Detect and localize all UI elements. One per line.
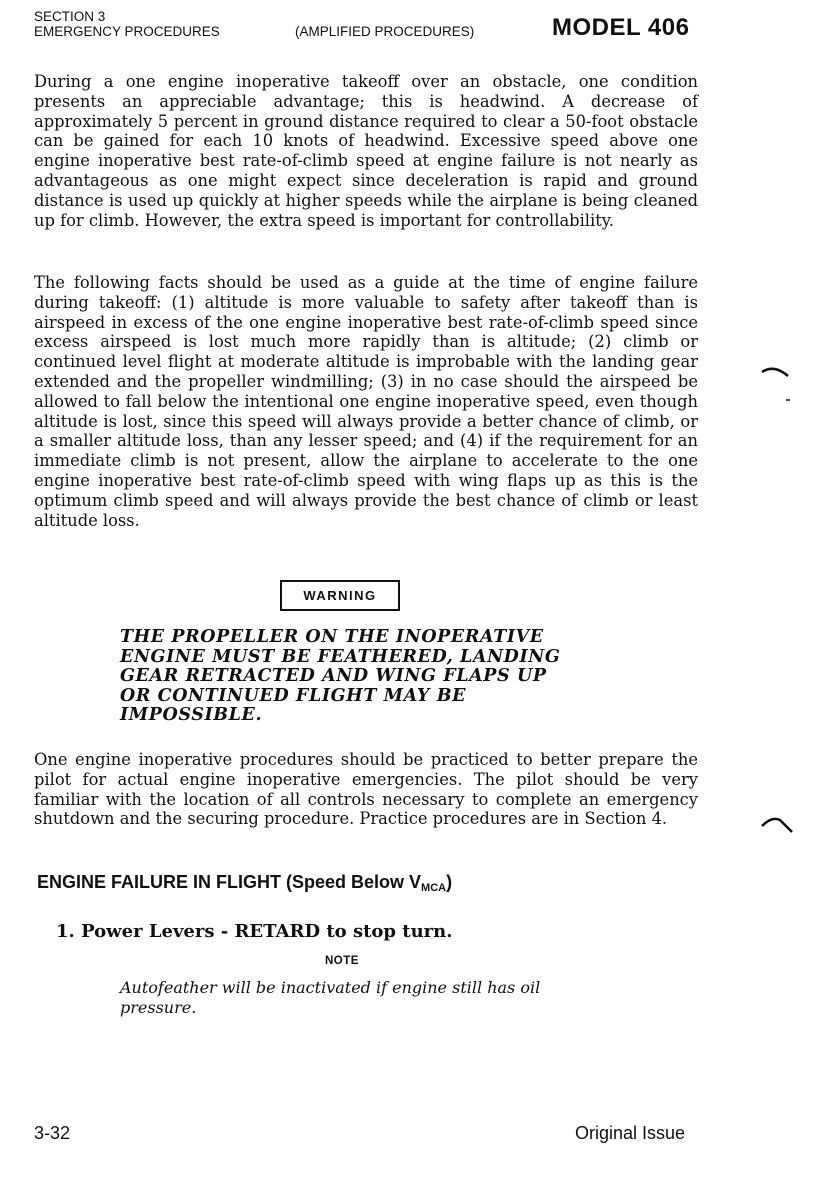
note-text: Autofeather will be inactivated if engine still has oil pressure. <box>120 978 541 1017</box>
margin-mark-icon <box>760 812 796 834</box>
warning-label: WARNING <box>303 588 377 603</box>
heading-subscript: MCA <box>421 882 447 894</box>
warning-box <box>280 580 400 611</box>
paragraph-takeoff-facts: The following facts should be used as a guide at the time of engine failure during takeoff: (1) altitude is more valuable to safety after takeoff than is airspeed in excess of the one engine inoperative best rate-of-climb speed since excess airspeed is lost much more rapidly than is altitude; (2) climb or continued level flight at moderate altitude is improbable with the landing gear extended and the propeller windmilling; (3) in no case should the airspeed be allowed to fall below the intentional one engine inoperative speed, even though altitude is lost, since this speed will always provide a better chance of climb, or a smaller altitude loss, than any lesser speed; and (4) if the requirement for an immediate climb is not present, allow the airplane to accelerate to the one engine inoperative best rate-of-climb speed with wing flaps up as this is the optimum climb speed and will always provide the best chance of climb or least altitude loss. <box>34 273 698 530</box>
heading-close: ) <box>446 872 453 892</box>
margin-mark-icon <box>760 360 790 410</box>
step-number: 1. <box>56 921 75 942</box>
note-label: NOTE <box>325 955 359 967</box>
section-title: EMERGENCY PROCEDURES <box>34 24 220 39</box>
warning-text: THE PROPELLER ON THE INOPERATIVE ENGINE MUST BE FEATHERED, LANDING GEAR RETRACTED AND WING FLAPS UP OR CONTINUED FLIGHT MAY BE IMPOSSIBLE. <box>120 627 561 725</box>
section-number: SECTION 3 <box>34 9 106 24</box>
section-heading-engine-failure <box>37 872 452 894</box>
issue-label: Original Issue <box>575 1123 686 1143</box>
paragraph-headwind: During a one engine inoperative takeoff over an obstacle, one condition presents an appreciable advantage; this is headwind. A decrease of approximately 5 percent in ground distance required to clear a 50-foot obstacle can be gained for each 10 knots of headwind. Excessive speed above one engine inoperative best rate-of-climb speed at engine failure is not nearly as advantageous as one might expect since deceleration is rapid and ground distance is used up quickly at higher speeds while the airplane is being cleaned up for climb. However, the extra speed is important for controllability. <box>34 72 698 230</box>
step-item <box>56 921 453 942</box>
section-header <box>34 9 220 39</box>
heading-main: ENGINE FAILURE IN FLIGHT (Speed Below V <box>37 872 422 892</box>
page-number: 3-32 <box>34 1123 71 1143</box>
amplified-procedures-label: (AMPLIFIED PROCEDURES) <box>295 24 475 39</box>
step-text: Power Levers - RETARD to stop turn. <box>81 921 453 942</box>
model-title: MODEL 406 <box>552 14 690 41</box>
paragraph-practice: One engine inoperative procedures should be practiced to better prepare the pilot for actual engine inoperative emergencies. The pilot should be very familiar with the location of all controls necessary to complete an emergency shutdown and the securing procedure. Practice procedures are in Section 4. <box>34 750 698 829</box>
